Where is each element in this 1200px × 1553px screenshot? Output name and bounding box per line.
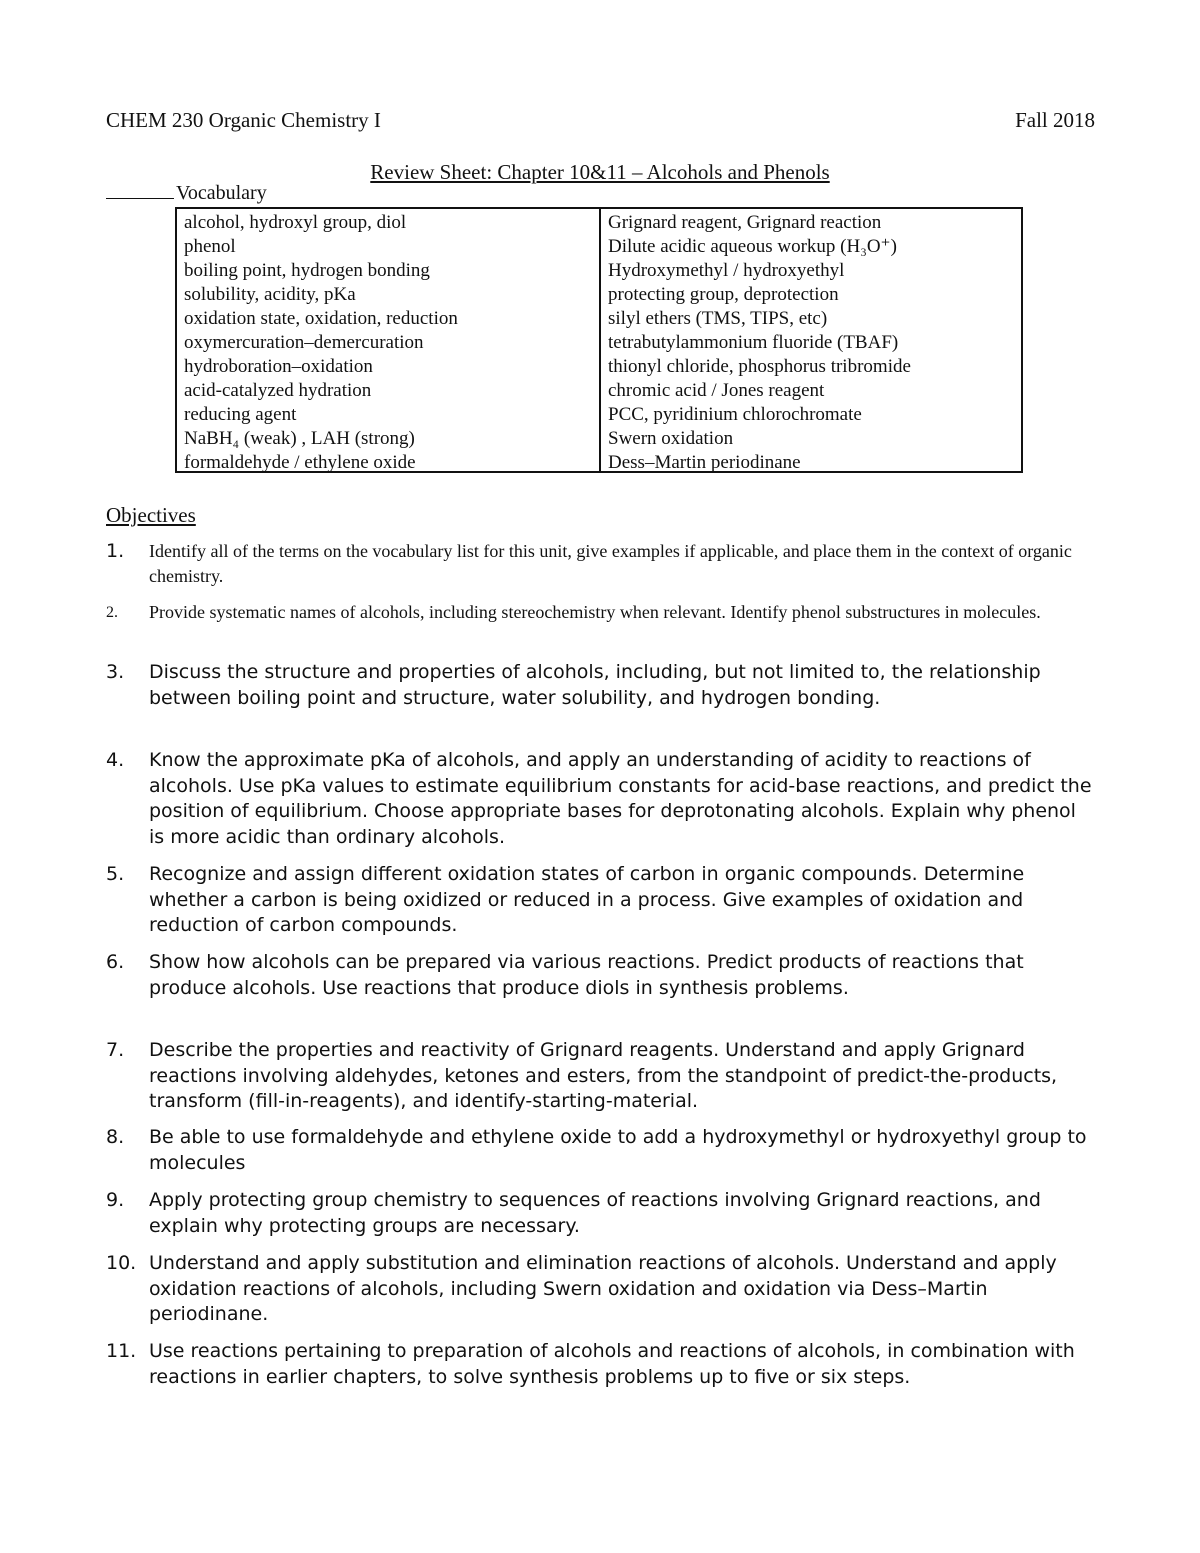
- objective-number: 7.: [106, 1039, 125, 1061]
- vocabulary-heading-label: Vocabulary: [176, 182, 267, 204]
- vocabulary-table: [175, 207, 1023, 473]
- vocab-term: Dess–Martin periodinane: [608, 452, 801, 473]
- vocabulary-heading: [106, 182, 267, 205]
- objective-number: 3.: [106, 661, 125, 683]
- objective-text: Know the approximate pKa of alcohols, and apply an understanding of acidity to reactions of alcohols. Use pKa values to estimate equilibrium constants for acid-base reactions, and predict the position of equilibrium. Choose appropriate bases for deprotonating alcohols. Explain why phenol is more acidic than ordinary alcohols.: [149, 749, 1092, 848]
- term-label: Fall 2018: [1015, 108, 1095, 132]
- objective-item: [106, 660, 1096, 711]
- course-title: CHEM 230 Organic Chemistry I: [106, 108, 381, 132]
- vocab-term: NaBH₄ (weak) , LAH (strong): [184, 428, 415, 449]
- objective-number: 4.: [106, 749, 125, 771]
- vocabulary-left-column: [177, 209, 601, 471]
- vocab-term: boiling point, hydrogen bonding: [184, 260, 430, 281]
- vocab-term: reducing agent: [184, 404, 297, 425]
- objective-item: [106, 862, 1096, 939]
- vocab-term: thionyl chloride, phosphorus tribromide: [608, 356, 911, 377]
- vocab-term: alcohol, hydroxyl group, diol: [184, 212, 407, 233]
- objective-number: 9.: [106, 1189, 125, 1211]
- vocabulary-right-column: [601, 209, 1021, 471]
- objective-text: Understand and apply substitution and elimination reactions of alcohols. Understand and apply oxidation reactions of alcohols, including Swern oxidation and oxidation via Dess–Martin periodinane.: [149, 1252, 1057, 1325]
- vocab-term: Grignard reagent, Grignard reaction: [608, 212, 882, 233]
- objective-text: Be able to use formaldehyde and ethylene oxide to add a hydroxymethyl or hydroxyethyl group to molecules: [149, 1126, 1087, 1174]
- vocab-term: phenol: [184, 236, 236, 257]
- vocab-term: oxidation state, oxidation, reduction: [184, 308, 458, 329]
- vocab-term: silyl ethers (TMS, TIPS, etc): [608, 308, 828, 329]
- vocab-term: Swern oxidation: [608, 428, 734, 449]
- objective-text: Provide systematic names of alcohols, including stereochemistry when relevant. Identify phenol substructures in molecules.: [149, 602, 1041, 622]
- vocab-term: Dilute acidic aqueous workup (H₃O⁺): [608, 236, 897, 257]
- objective-item: [106, 539, 1096, 589]
- objective-number: 10.: [106, 1252, 137, 1274]
- objective-item: [106, 600, 1096, 625]
- objective-item: [106, 1038, 1096, 1115]
- vocab-term: protecting group, deprotection: [608, 284, 839, 305]
- objective-text: Identify all of the terms on the vocabulary list for this unit, give examples if applicable, and place them in the context of organic chemistry.: [149, 541, 1072, 586]
- objective-text: Recognize and assign different oxidation states of carbon in organic compounds. Determine whether a carbon is being oxidized or reduced in a process. Give examples of oxidation and reduction of carbon compounds.: [149, 863, 1025, 936]
- vocab-term: PCC, pyridinium chlorochromate: [608, 404, 862, 425]
- objective-number: 2.: [106, 604, 118, 621]
- vocab-term: oxymercuration–demercuration: [184, 332, 424, 353]
- vocab-term: tetrabutylammonium fluoride (TBAF): [608, 332, 899, 353]
- vocab-term: formaldehyde / ethylene oxide: [184, 452, 416, 473]
- objective-item: [106, 1125, 1096, 1176]
- objective-text: Use reactions pertaining to preparation of alcohols and reactions of alcohols, in combination with reactions in earlier chapters, to solve synthesis problems up to five or six steps.: [149, 1340, 1075, 1388]
- vocab-term: chromic acid / Jones reagent: [608, 380, 825, 401]
- vocab-term: hydroboration–oxidation: [184, 356, 373, 377]
- objective-text: Show how alcohols can be prepared via various reactions. Predict products of reactions that produce alcohols. Use reactions that produce diols in synthesis problems.: [149, 951, 1024, 999]
- vocab-term: Hydroxymethyl / hydroxyethyl: [608, 260, 845, 281]
- objective-item: [106, 1251, 1096, 1328]
- objective-text: Apply protecting group chemistry to sequences of reactions involving Grignard reactions, and explain why protecting groups are necessary.: [149, 1189, 1041, 1237]
- objective-number: 5.: [106, 863, 125, 885]
- objective-item: [106, 1339, 1096, 1390]
- review-sheet-title: Review Sheet: Chapter 10&11 – Alcohols and Phenols: [370, 160, 830, 184]
- objective-text: Discuss the structure and properties of alcohols, including, but not limited to, the relationship between boiling point and structure, water solubility, and hydrogen bonding.: [149, 661, 1041, 709]
- objective-item: [106, 748, 1096, 850]
- vocab-term: solubility, acidity, pKa: [184, 284, 356, 305]
- objective-number: 6.: [106, 951, 125, 973]
- objective-item: [106, 1188, 1096, 1239]
- vocab-term: acid-catalyzed hydration: [184, 380, 372, 401]
- objective-text: Describe the properties and reactivity of Grignard reagents. Understand and apply Grignard reactions involving aldehydes, ketones and esters, from the standpoint of predict-the-products, transform (fill-in-reagents), and identify-starting-material.: [149, 1039, 1058, 1112]
- objective-number: 11.: [106, 1340, 137, 1362]
- objective-number: 8.: [106, 1126, 125, 1148]
- objectives-heading: Objectives: [106, 503, 196, 527]
- heading-underline-rule: [106, 197, 174, 199]
- objective-number: 1.: [106, 540, 125, 562]
- objective-item: [106, 950, 1096, 1001]
